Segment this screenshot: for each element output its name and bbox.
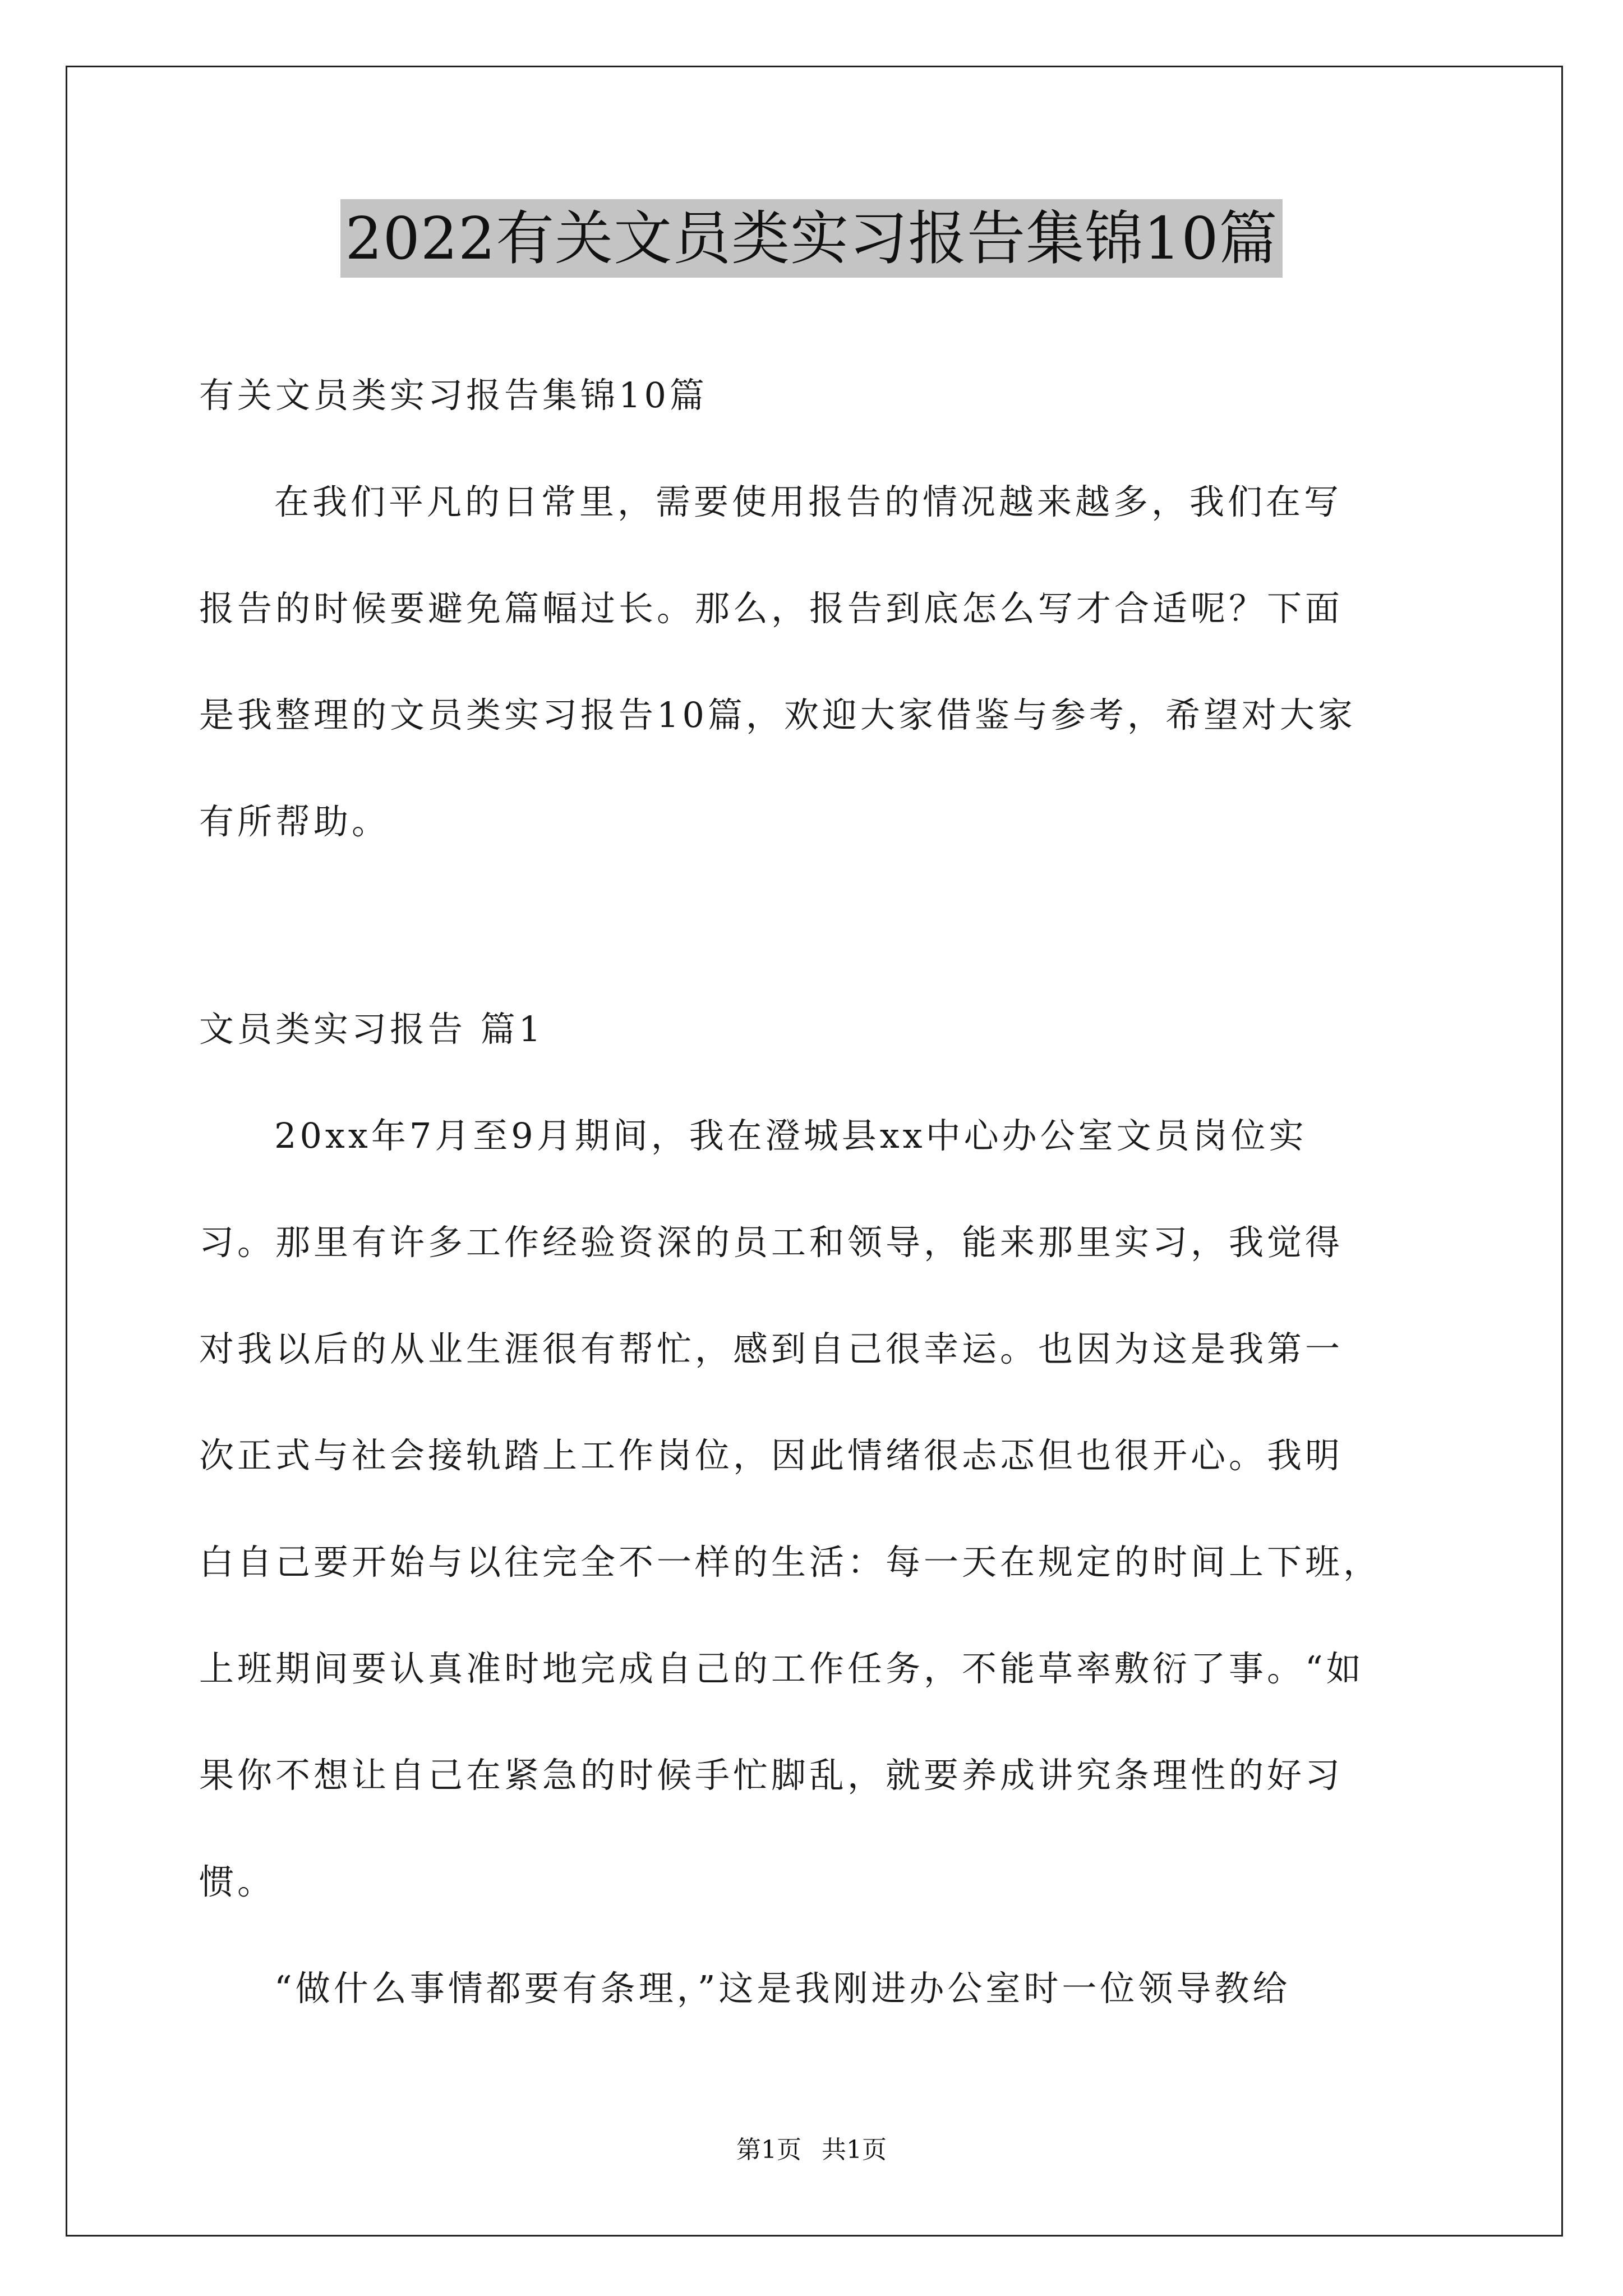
intro-line: 报告的时候要避免篇幅过长。那么，报告到底怎么写才合适呢？下面 xyxy=(199,588,1344,629)
subtitle: 有关文员类实习报告集锦10篇 xyxy=(199,375,708,416)
document-body xyxy=(199,342,1430,2042)
title-container xyxy=(0,199,1623,278)
body-line: 习。那里有许多工作经验资深的员工和领导，能来那里实习，我觉得 xyxy=(199,1222,1344,1263)
document-title: 2022有关文员类实习报告集锦10篇 xyxy=(340,199,1282,278)
body-line: 20xx年7月至9月期间，我在澄城县xx中心办公室文员岗位实 xyxy=(274,1115,1307,1156)
body-line: 上班期间要认真准时地完成自己的工作任务，不能草率敷衍了事。“如 xyxy=(199,1648,1364,1689)
body-line: 对我以后的从业生涯很有帮忙，感到自己很幸运。也因为这是我第一 xyxy=(199,1328,1344,1369)
page-footer xyxy=(0,2134,1623,2166)
page-number: 第1页 xyxy=(736,2136,801,2164)
intro-line: 在我们平凡的日常里，需要使用报告的情况越来越多，我们在写 xyxy=(274,481,1343,522)
body-line: 果你不想让自己在紧急的时候手忙脚乱，就要养成讲究条理性的好习 xyxy=(199,1755,1344,1796)
section-gap xyxy=(199,875,1430,976)
body-line: 白自己要开始与以往完全不一样的生活：每一天在规定的时间上下班， xyxy=(199,1542,1382,1582)
intro-line: 有所帮助。 xyxy=(199,801,390,842)
section-heading: 文员类实习报告 篇1 xyxy=(199,1009,545,1050)
intro-line: 是我整理的文员类实习报告10篇，欢迎大家借鉴与参考，希望对大家 xyxy=(199,694,1356,735)
body-line: 惯。 xyxy=(199,1861,276,1902)
page-total: 共1页 xyxy=(822,2136,887,2164)
body-line: “做什么事情都要有条理，”这是我刚进办公室时一位领导教给 xyxy=(274,1968,1291,2009)
body-line: 次正式与社会接轨踏上工作岗位，因此情绪很忐忑但也很开心。我明 xyxy=(199,1435,1344,1476)
